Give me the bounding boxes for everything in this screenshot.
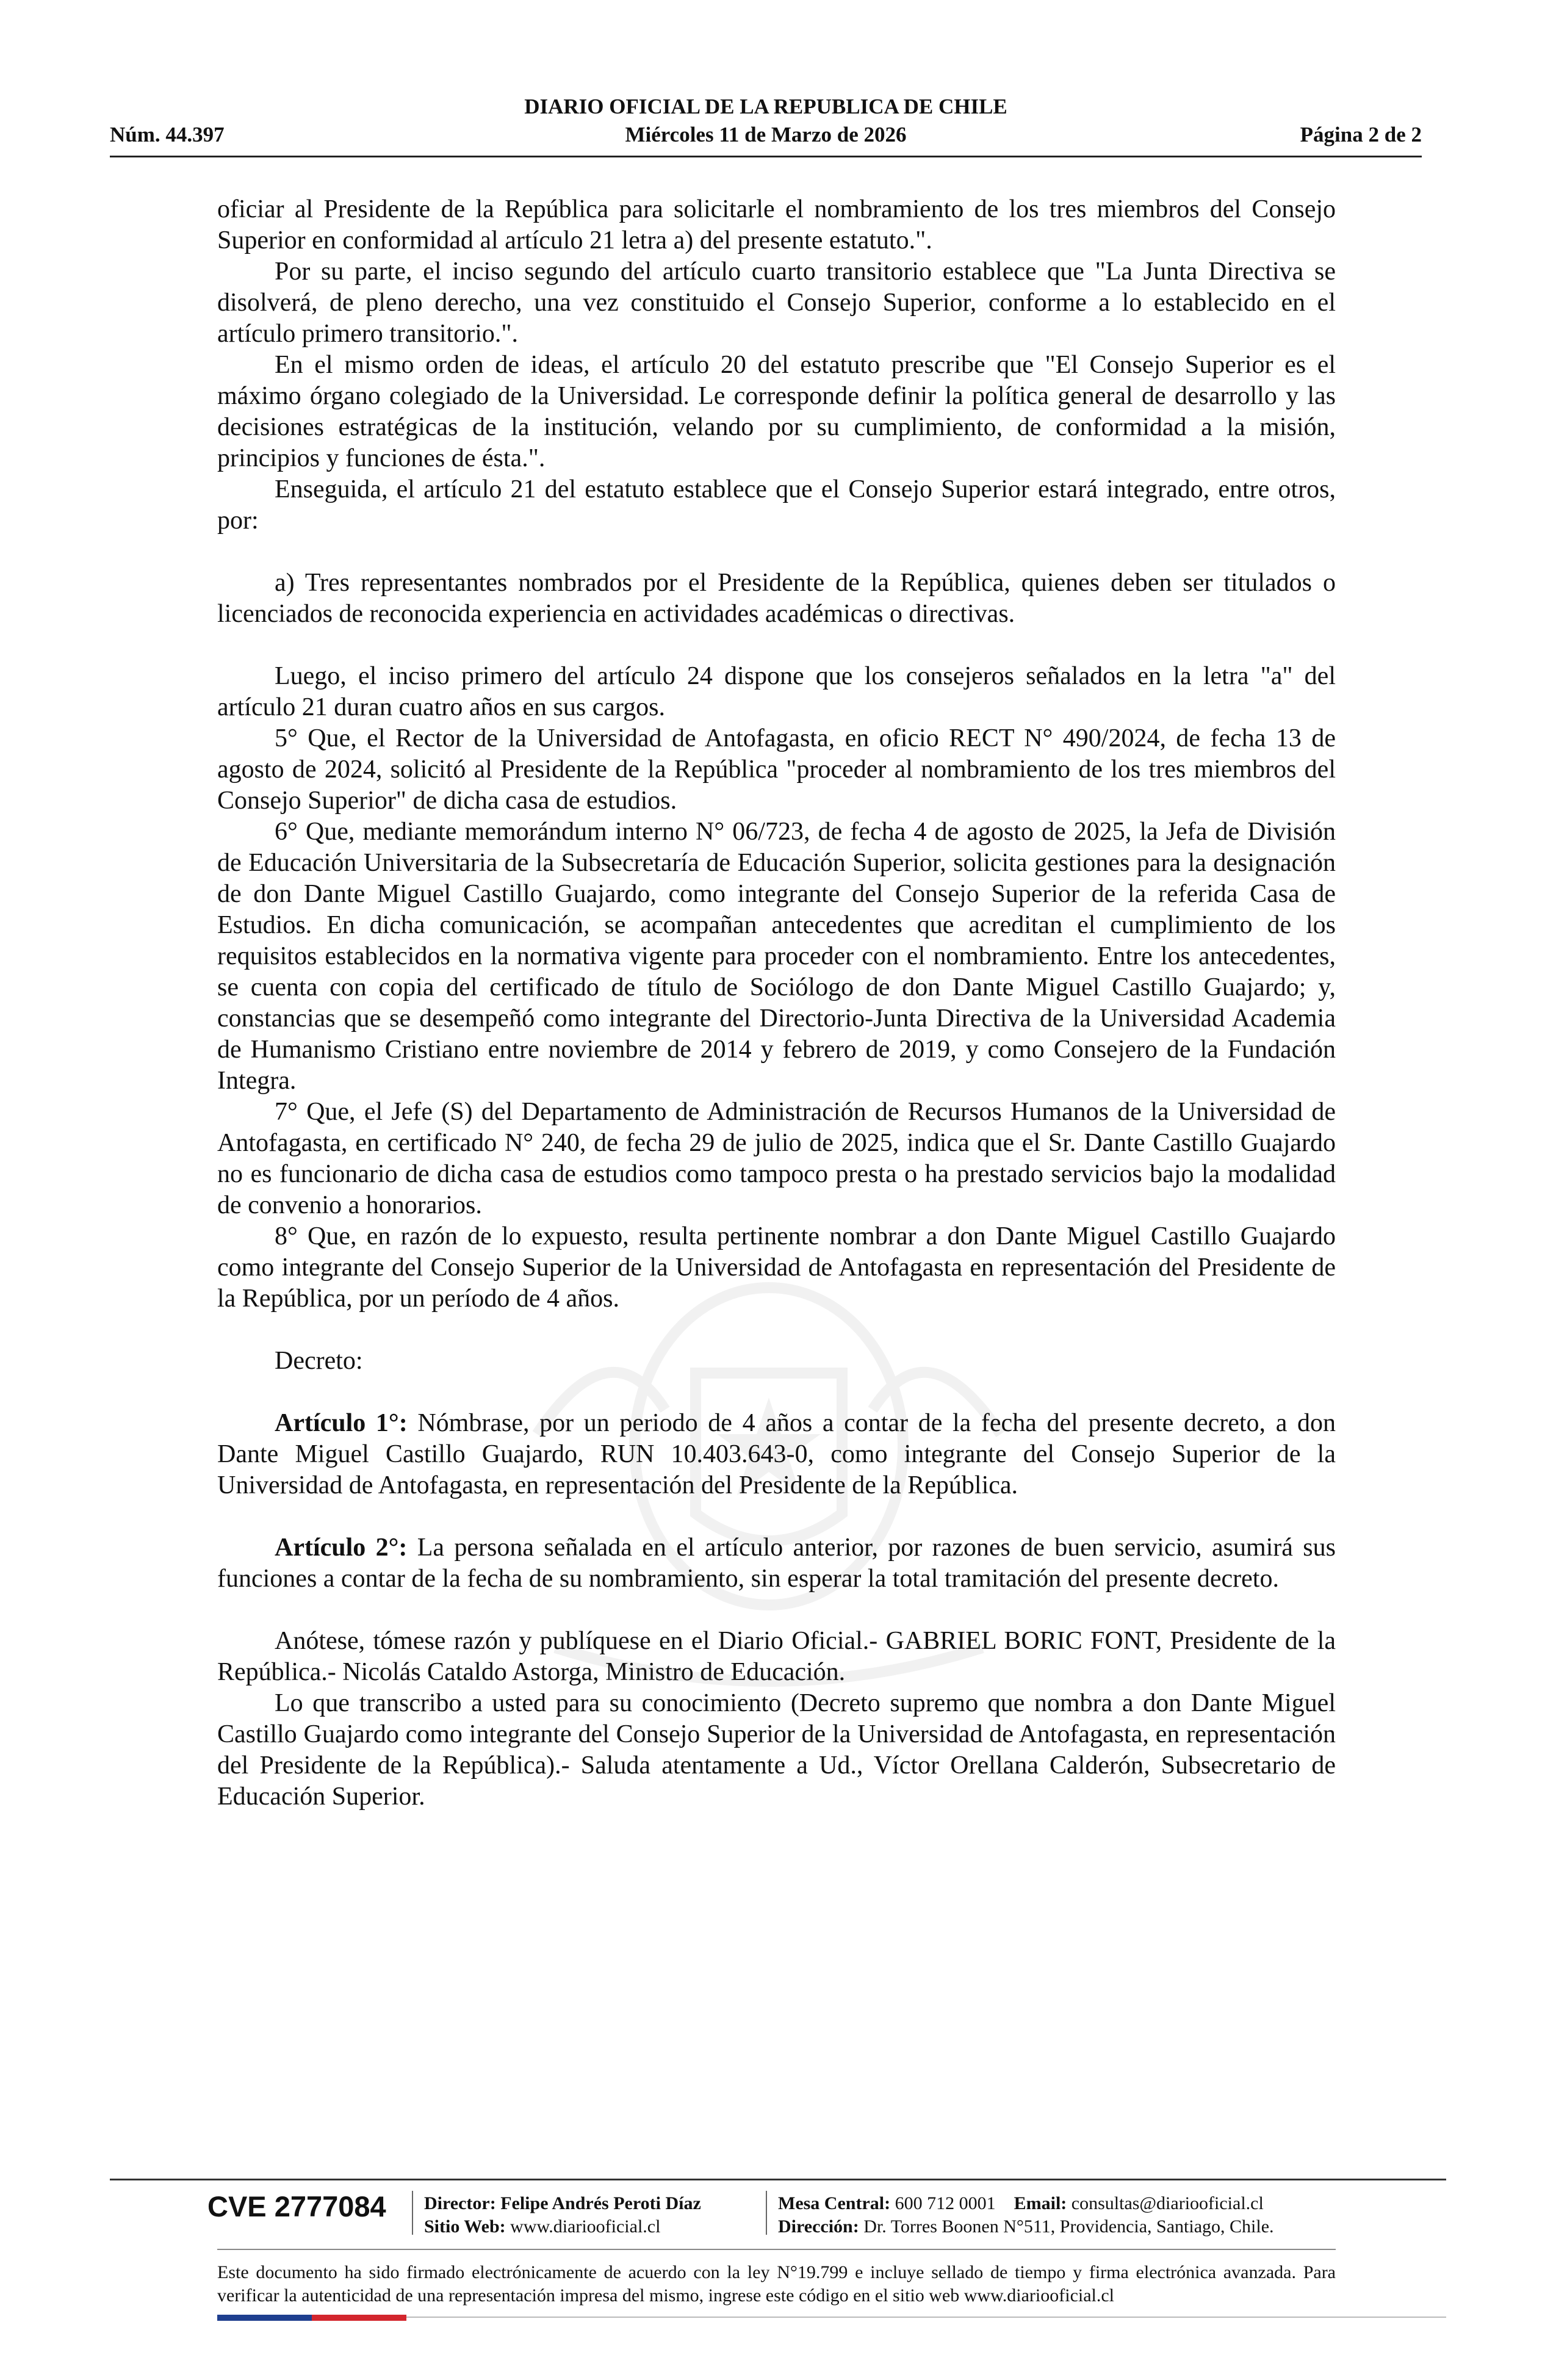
article-2-label: Artículo 2°:	[275, 1534, 408, 1562]
page-number: Página 2 de 2	[1300, 123, 1422, 146]
electronic-signature-notice: Este documento ha sido firmado electrónicamente de acuerdo con la ley N°19.799 e incluye sellado de tiempo y firma electrónica avanzada. Para verificar la autenticidad de una representación impresa del mismo, ingrese este código en el sitio web www.diariooficial.cl	[217, 2262, 1336, 2306]
issue-number: Núm. 44.397	[110, 123, 225, 146]
footer-divider	[110, 2179, 1446, 2180]
paragraph: Por su parte, el inciso segundo del artículo cuarto transitorio establece que "La Junta Directiva se disolverá, de pleno derecho, una vez constituido el Consejo Superior, conforme a lo establecido en el artículo primero transitorio.".	[217, 258, 1336, 348]
paragraph: 8° Que, en razón de lo expuesto, resulta pertinente nombrar a don Dante Miguel Castillo Guajardo como integrante del Consejo Superior de la Universidad de Antofagasta en representación del Presidente de la República, por un período de 4 años.	[217, 1222, 1336, 1313]
phone-label: Mesa Central:	[778, 2193, 891, 2213]
paragraph: 7° Que, el Jefe (S) del Departamento de Administración de Recursos Humanos de la Universidad de Antofagasta, en certificado N° 240, de fecha 29 de julio de 2025, indica que el Sr. Dante Castillo Guajardo no es funcionario de dicha casa de estudios como tampoco presta o ha prestado servicios bajo la modalidad de convenio a honorarios.	[217, 1098, 1336, 1219]
decree-heading: Decreto:	[275, 1347, 363, 1375]
article-2-text: La persona señalada en el artículo anterior, por razones de buen servicio, asumirá sus funciones a contar de la fecha de su nombramiento, sin esperar la total tramitación del presente decreto.	[217, 1534, 1336, 1593]
paragraph: Luego, el inciso primero del artículo 24 dispone que los consejeros señalados en la letra "a" del artículo 21 duran cuatro años en sus cargos.	[217, 662, 1336, 721]
website-link[interactable]: www.diariooficial.cl	[505, 2216, 661, 2237]
cve-code: CVE 2777084	[207, 2190, 386, 2223]
paragraph: a) Tres representantes nombrados por el Presidente de la República, quienes deben ser titulados o licenciados de reconocida experiencia en actividades académicas o directivas.	[217, 569, 1336, 628]
paragraph: 5° Que, el Rector de la Universidad de Antofagasta, en oficio RECT N° 490/2024, de fecha 13 de agosto de 2024, solicitó al Presidente de la República "proceder al nombramiento de los tres miembros del Consejo Superior" de dicha casa de estudios.	[217, 724, 1336, 815]
paragraph: Lo que transcribo a usted para su conocimiento (Decreto supremo que nombra a don Dante Miguel Castillo Guajardo como integrante del Consejo Superior de la Universidad de Antofagasta, en representación del Presidente de la República).- Saluda atentamente a Ud., Víctor Orellana Calderón, Subsecretario de Educación Superior.	[217, 1689, 1336, 1811]
address-value: Dr. Torres Boonen N°511, Providencia, Santiago, Chile.	[859, 2216, 1274, 2237]
document-body	[217, 194, 1336, 1812]
flag-stripe-blue	[217, 2315, 312, 2321]
flag-stripe-red	[312, 2315, 406, 2321]
paragraph: 6° Que, mediante memorándum interno N° 06/723, de fecha 4 de agosto de 2025, la Jefa de División de Educación Universitaria de la Subsecretaría de Educación Superior, solicita gestiones para la designación de don Dante Miguel Castillo Guajardo, como integrante del Consejo Superior de la referida Casa de Estudios. En dicha comunicación, se acompañan antecedentes que acreditan el cumplimiento de los requisitos establecidos en la normativa vigente para proceder con el nombramiento. Entre los antecedentes, se cuenta con copia del certificado de título de Sociólogo de don Dante Miguel Castillo Guajardo; y, constancias que se desempeñó como integrante del Directorio-Junta Directiva de la Universidad Academia de Humanismo Cristiano entre noviembre de 2014 y febrero de 2019, y como Consejero de la Fundación Integra.	[217, 818, 1336, 1095]
address-label: Dirección:	[778, 2216, 859, 2237]
newspaper-title: DIARIO OFICIAL DE LA REPUBLICA DE CHILE	[524, 95, 1007, 118]
director-label: Director:	[424, 2193, 496, 2213]
footer-divider	[217, 2249, 1336, 2250]
article-1	[217, 1408, 1336, 1501]
phone-value: 600 712 0001	[890, 2193, 996, 2213]
issue-date: Miércoles 11 de Marzo de 2026	[625, 123, 907, 146]
footer-director-block	[424, 2192, 701, 2238]
paragraph: Enseguida, el artículo 21 del estatuto establece que el Consejo Superior estará integrado, entre otros, por:	[217, 475, 1336, 535]
paragraph: En el mismo orden de ideas, el artículo 20 del estatuto prescribe que "El Consejo Superior es el máximo órgano colegiado de la Universidad. Le corresponde definir la política general de desarrollo y las decisiones estratégicas de la institución, velando por su cumplimiento, de conformidad a la misión, principios y funciones de ésta.".	[217, 351, 1336, 472]
footer-separator	[412, 2191, 413, 2235]
footer-separator	[766, 2191, 767, 2235]
article-2	[217, 1532, 1336, 1595]
director-value: Felipe Andrés Peroti Díaz	[495, 2193, 701, 2213]
header-divider	[110, 156, 1422, 157]
paragraph: oficiar al Presidente de la República para solicitarle el nombramiento de los tres miembros del Consejo Superior en conformidad al artículo 21 letra a) del presente estatuto.".	[217, 195, 1336, 254]
article-1-text: Nómbrase, por un periodo de 4 años a contar de la fecha del presente decreto, a don Dante Miguel Castillo Guajardo, RUN 10.403.643-0, como integrante del Consejo Superior de la Universidad de Antofagasta, en representación del Presidente de la República.	[217, 1409, 1336, 1499]
paragraph: Anótese, tómese razón y publíquese en el Diario Oficial.- GABRIEL BORIC FONT, Presidente de la República.- Nicolás Cataldo Astorga, Ministro de Educación.	[217, 1627, 1336, 1686]
article-1-label: Artículo 1°:	[275, 1409, 408, 1437]
website-label: Sitio Web:	[424, 2216, 506, 2237]
email-label: Email:	[1014, 2193, 1067, 2213]
page-header	[110, 95, 1422, 156]
footer-contact-block	[778, 2192, 1274, 2238]
email-link[interactable]: consultas@diariooficial.cl	[1067, 2193, 1264, 2213]
